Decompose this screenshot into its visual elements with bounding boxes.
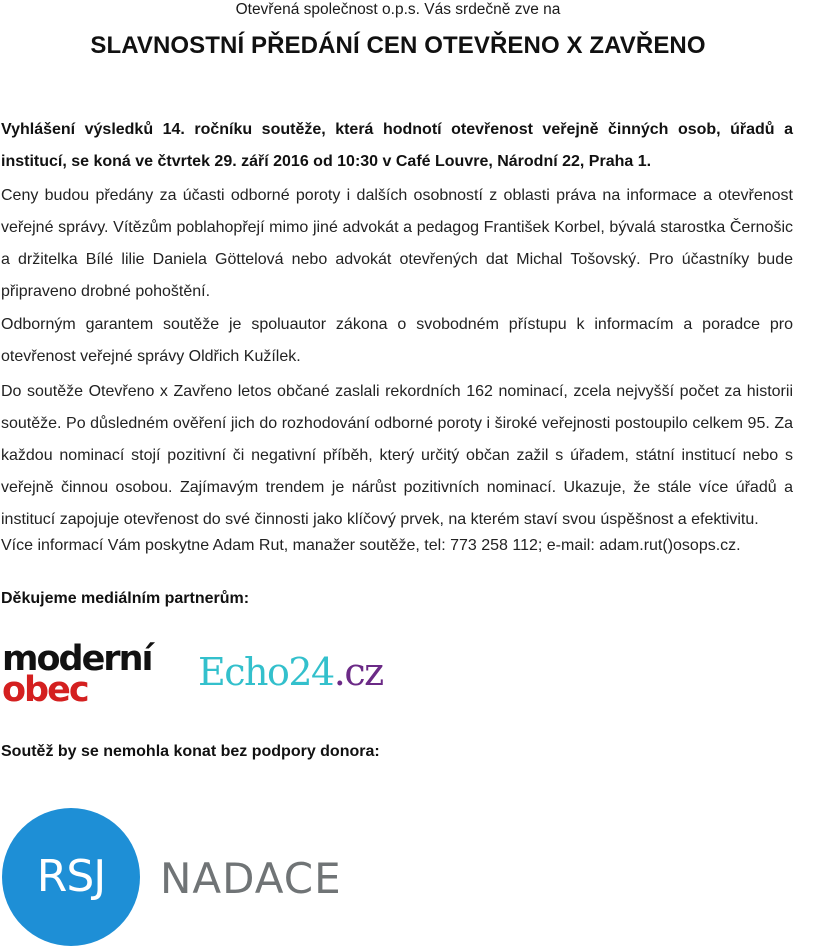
- echo24-logo-tld: .cz: [333, 650, 383, 694]
- donors-heading: Soutěž by se nemohla konat bez podpory donora:: [1, 743, 380, 760]
- rsj-mark: RSJ: [36, 851, 106, 902]
- nominations-paragraph: Do soutěže Otevřeno x Zavřeno letos občané zaslali rekordních 162 nominací, zcela nejvyšší počet za historii soutěže. Po důsledném ověření jich do rozhodování odborné poroty i široké veřejnosti postoupilo celkem 95. Za každou nominací stojí pozitivní či negativní příběh, který určitý občan zažil s úřadem, státní institucí nebo s veřejně činnou osobou. Zajímavým trendem je nárůst pozitivních nominací. Ukazuje, že stále více úřadů a institucí zapojuje otevřenost do své činnosti jako klíčový prvek, na kterém staví svou úspěšnost a efektivitu.: [1, 383, 793, 528]
- invite-line: Otevřená společnost o.p.s. Vás srdečně zve na: [235, 1, 561, 18]
- moderni-obec-logo-line2: obec: [2, 670, 88, 710]
- guarantor-paragraph: Odborným garantem soutěže je spoluautor zákona o svobodném přístupu k informacím a poradce pro otevřenost veřejné správy Oldřich Kužílek.: [1, 316, 793, 365]
- partners-heading: Děkujeme mediálním partnerům:: [1, 590, 250, 607]
- intro-paragraph: Vyhlášení výsledků 14. ročníku soutěže, která hodnotí otevřenost veřejně činných osob, úřadů a institucí, se koná ve čtvrtek 29. září 2016 od 10:30 v Café Louvre, Národní 22, Praha 1.: [1, 121, 793, 170]
- moderni-obec-logo-line1: moderní: [2, 639, 152, 679]
- echo24-logo: [198, 648, 383, 696]
- nadace-wordmark: NADACE: [160, 854, 342, 903]
- moderni-obec-logo: [2, 639, 177, 710]
- echo24-logo-name: Echo24: [198, 650, 334, 694]
- page-title: SLAVNOSTNÍ PŘEDÁNÍ CEN OTEVŘENO X ZAVŘENO: [90, 32, 706, 59]
- rsj-nadace-logo: [2, 808, 382, 947]
- ceremony-paragraph: Ceny budou předány za účasti odborné poroty i dalších osobností z oblasti práva na informace a otevřenost veřejné správy. Vítězům poblahopřejí mimo jiné advokát a pedagog František Korbel, bývalá starostka Černošic a držitelka Bílé lilie Daniela Göttelová nebo advokát otevřených dat Michal Tošovský. Pro účastníky bude připraveno drobné pohoštění.: [1, 187, 793, 300]
- contact-paragraph: Více informací Vám poskytne Adam Rut, manažer soutěže, tel: 773 258 112; e-mail: adam.rut()osops.cz.: [1, 537, 741, 554]
